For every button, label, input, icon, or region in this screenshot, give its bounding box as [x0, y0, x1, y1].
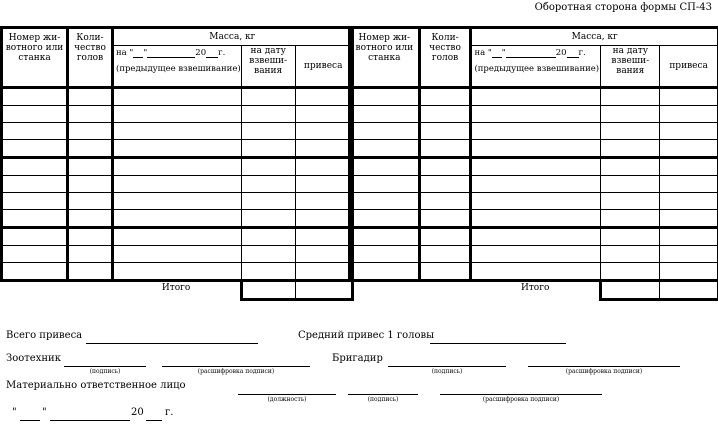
date-year-suffix: г. [165, 407, 174, 418]
table-row [2, 123, 353, 140]
table-cell[interactable] [295, 106, 352, 123]
table-cell[interactable] [350, 123, 420, 140]
table-row [350, 158, 718, 176]
table-row [2, 228, 353, 246]
position-caption: (должность) [267, 396, 307, 403]
brigadier-label: Бригадир [332, 353, 383, 364]
table-row [2, 193, 353, 210]
table-cell[interactable] [471, 228, 601, 246]
table-cell[interactable] [350, 228, 420, 246]
total-gain-label: Всего привеса [6, 330, 83, 341]
table-cell[interactable] [2, 140, 68, 158]
table-cell[interactable] [113, 106, 242, 123]
table-cell[interactable] [660, 228, 718, 246]
table-cell[interactable] [2, 176, 68, 193]
signature-caption: (подпись) [431, 368, 463, 375]
table-cell[interactable] [601, 106, 660, 123]
table-cell[interactable] [295, 193, 352, 210]
col-gain: привеса [295, 46, 352, 88]
table-cell[interactable] [471, 106, 601, 123]
table-cell[interactable] [113, 123, 242, 140]
total-cell[interactable] [601, 281, 660, 300]
table-cell[interactable] [241, 246, 295, 263]
date-year-field[interactable] [146, 420, 162, 421]
table-cell[interactable] [601, 158, 660, 176]
decoding-caption: (расшифровка подписи) [482, 396, 560, 403]
table-cell[interactable] [68, 263, 113, 281]
date-day-field[interactable] [20, 420, 40, 421]
table-cell[interactable] [295, 88, 352, 106]
total-label: Итого [113, 281, 242, 300]
date-close-quote: " [42, 407, 47, 418]
responsible-position-field[interactable] [238, 394, 336, 395]
total-cell[interactable] [660, 281, 718, 300]
table-cell[interactable] [350, 158, 420, 176]
total-cell[interactable] [241, 281, 295, 300]
signature-caption: (подпись) [367, 396, 399, 403]
table-cell[interactable] [601, 228, 660, 246]
col-previous-weighing: на " " 20 г. (предыдущее взвешивание) [113, 46, 242, 88]
table-row [2, 140, 353, 158]
table-cell[interactable] [660, 263, 718, 281]
table-cell[interactable] [113, 176, 242, 193]
responsible-person-label: Материально ответственное лицо [6, 380, 186, 391]
table-row [350, 88, 718, 106]
weighing-table-right [348, 26, 718, 301]
table-cell[interactable] [660, 210, 718, 228]
table-cell[interactable] [350, 210, 420, 228]
table-cell[interactable] [241, 106, 295, 123]
table-cell[interactable] [113, 228, 242, 246]
col-gain: привеса [660, 46, 718, 88]
table-cell[interactable] [660, 158, 718, 176]
table-cell[interactable] [350, 140, 420, 158]
zootechnician-decoding-field[interactable] [162, 366, 310, 367]
col-mass: Масса, кг [113, 28, 353, 46]
table-cell[interactable] [241, 88, 295, 106]
table-row [350, 210, 718, 228]
table-cell[interactable] [295, 158, 352, 176]
table-cell[interactable] [660, 123, 718, 140]
table-cell[interactable] [2, 106, 68, 123]
table-cell[interactable] [471, 246, 601, 263]
table-cell[interactable] [660, 88, 718, 106]
responsible-decoding-field[interactable] [440, 394, 602, 395]
table-cell[interactable] [419, 176, 471, 193]
col-animal-number: Номер жи-вотного или станка [350, 28, 420, 88]
table-cell[interactable] [350, 88, 420, 106]
table-cell[interactable] [419, 210, 471, 228]
table-cell[interactable] [419, 158, 471, 176]
table-cell[interactable] [68, 106, 113, 123]
table-row [350, 263, 718, 281]
table-cell[interactable] [419, 88, 471, 106]
table-cell[interactable] [113, 263, 242, 281]
table-cell[interactable] [241, 123, 295, 140]
table-cell[interactable] [68, 193, 113, 210]
table-cell[interactable] [2, 210, 68, 228]
table-row [350, 106, 718, 123]
table-cell[interactable] [419, 123, 471, 140]
responsible-signature-field[interactable] [348, 394, 418, 395]
decoding-caption: (расшифровка подписи) [197, 368, 275, 375]
table-cell[interactable] [113, 88, 242, 106]
table-cell[interactable] [660, 246, 718, 263]
total-cell[interactable] [295, 281, 352, 300]
col-current-weighing: на дату взвеши-вания [601, 46, 660, 88]
table-cell[interactable] [68, 210, 113, 228]
table-cell[interactable] [113, 193, 242, 210]
table-row [2, 210, 353, 228]
table-cell[interactable] [350, 176, 420, 193]
zootechnician-signature-field[interactable] [64, 366, 146, 367]
table-row [2, 106, 353, 123]
table-row [350, 123, 718, 140]
table-cell[interactable] [68, 123, 113, 140]
table-cell[interactable] [68, 140, 113, 158]
col-current-weighing: на дату взвеши-вания [241, 46, 295, 88]
table-cell[interactable] [295, 263, 352, 281]
table-cell[interactable] [295, 228, 352, 246]
brigadier-signature-field[interactable] [388, 366, 506, 367]
table-cell[interactable] [113, 210, 242, 228]
table-cell[interactable] [471, 140, 601, 158]
table-cell[interactable] [2, 88, 68, 106]
decoding-caption: (расшифровка подписи) [565, 368, 643, 375]
table-cell[interactable] [113, 140, 242, 158]
col-quantity: Коли-чество голов [68, 28, 113, 88]
table-cell[interactable] [601, 263, 660, 281]
table-cell[interactable] [113, 158, 242, 176]
table-cell[interactable] [419, 106, 471, 123]
weighing-table-left [0, 26, 354, 301]
table-cell[interactable] [2, 246, 68, 263]
table-row [350, 193, 718, 210]
table-row [2, 88, 353, 106]
table-cell[interactable] [660, 193, 718, 210]
table-row [350, 228, 718, 246]
table-cell[interactable] [68, 88, 113, 106]
total-label: Итого [471, 281, 601, 300]
table-cell[interactable] [601, 210, 660, 228]
table-cell[interactable] [350, 106, 420, 123]
table-row [350, 176, 718, 193]
table-cell[interactable] [419, 228, 471, 246]
table-row [2, 246, 353, 263]
table-cell[interactable] [419, 193, 471, 210]
date-month-field[interactable] [50, 420, 130, 421]
table-cell[interactable] [241, 210, 295, 228]
table-cell[interactable] [660, 106, 718, 123]
table-cell[interactable] [419, 246, 471, 263]
table-cell[interactable] [113, 246, 242, 263]
date-open-quote: " [12, 407, 17, 418]
table-cell[interactable] [471, 123, 601, 140]
avg-gain-field[interactable] [430, 343, 566, 344]
table-cell[interactable] [471, 263, 601, 281]
table-cell[interactable] [295, 123, 352, 140]
table-row [2, 158, 353, 176]
table-cell[interactable] [295, 210, 352, 228]
table-cell[interactable] [601, 88, 660, 106]
col-quantity: Коли-чество голов [419, 28, 471, 88]
table-cell[interactable] [471, 193, 601, 210]
table-cell[interactable] [471, 210, 601, 228]
table-cell[interactable] [68, 176, 113, 193]
table-cell[interactable] [68, 158, 113, 176]
table-cell[interactable] [2, 263, 68, 281]
table-cell[interactable] [2, 123, 68, 140]
table-cell[interactable] [350, 246, 420, 263]
table-cell[interactable] [241, 263, 295, 281]
form-caption: Оборотная сторона формы СП-43 [534, 2, 712, 13]
table-cell[interactable] [295, 176, 352, 193]
table-cell[interactable] [601, 193, 660, 210]
table-cell[interactable] [295, 140, 352, 158]
table-cell[interactable] [419, 263, 471, 281]
col-mass: Масса, кг [471, 28, 718, 46]
table-cell[interactable] [2, 193, 68, 210]
table-cell[interactable] [601, 246, 660, 263]
table-cell[interactable] [2, 158, 68, 176]
date-year-prefix: 20 [131, 407, 144, 418]
table-cell[interactable] [350, 193, 420, 210]
table-cell[interactable] [241, 158, 295, 176]
table-cell[interactable] [241, 193, 295, 210]
table-cell[interactable] [295, 246, 352, 263]
table-cell[interactable] [471, 88, 601, 106]
table-cell[interactable] [419, 140, 471, 158]
table-cell[interactable] [68, 228, 113, 246]
brigadier-decoding-field[interactable] [528, 366, 680, 367]
table-row [2, 263, 353, 281]
table-row [350, 140, 718, 158]
table-cell[interactable] [601, 123, 660, 140]
table-cell[interactable] [350, 263, 420, 281]
table-cell[interactable] [660, 140, 718, 158]
avg-gain-label: Средний привес 1 головы [298, 330, 435, 341]
total-gain-field[interactable] [86, 343, 258, 344]
table-row [2, 176, 353, 193]
zootechnician-label: Зоотехник [6, 353, 61, 364]
table-cell[interactable] [2, 228, 68, 246]
table-cell[interactable] [601, 140, 660, 158]
table-cell[interactable] [241, 176, 295, 193]
signature-caption: (подпись) [89, 368, 121, 375]
table-cell[interactable] [601, 176, 660, 193]
table-cell[interactable] [660, 176, 718, 193]
col-animal-number: Номер жи-вотного или станка [2, 28, 68, 88]
table-cell[interactable] [471, 176, 601, 193]
table-cell[interactable] [471, 158, 601, 176]
table-cell[interactable] [68, 246, 113, 263]
table-cell[interactable] [241, 228, 295, 246]
table-row [350, 246, 718, 263]
col-previous-weighing: на " " 20 г. (предыдущее взвешивание) [471, 46, 601, 88]
table-cell[interactable] [241, 140, 295, 158]
